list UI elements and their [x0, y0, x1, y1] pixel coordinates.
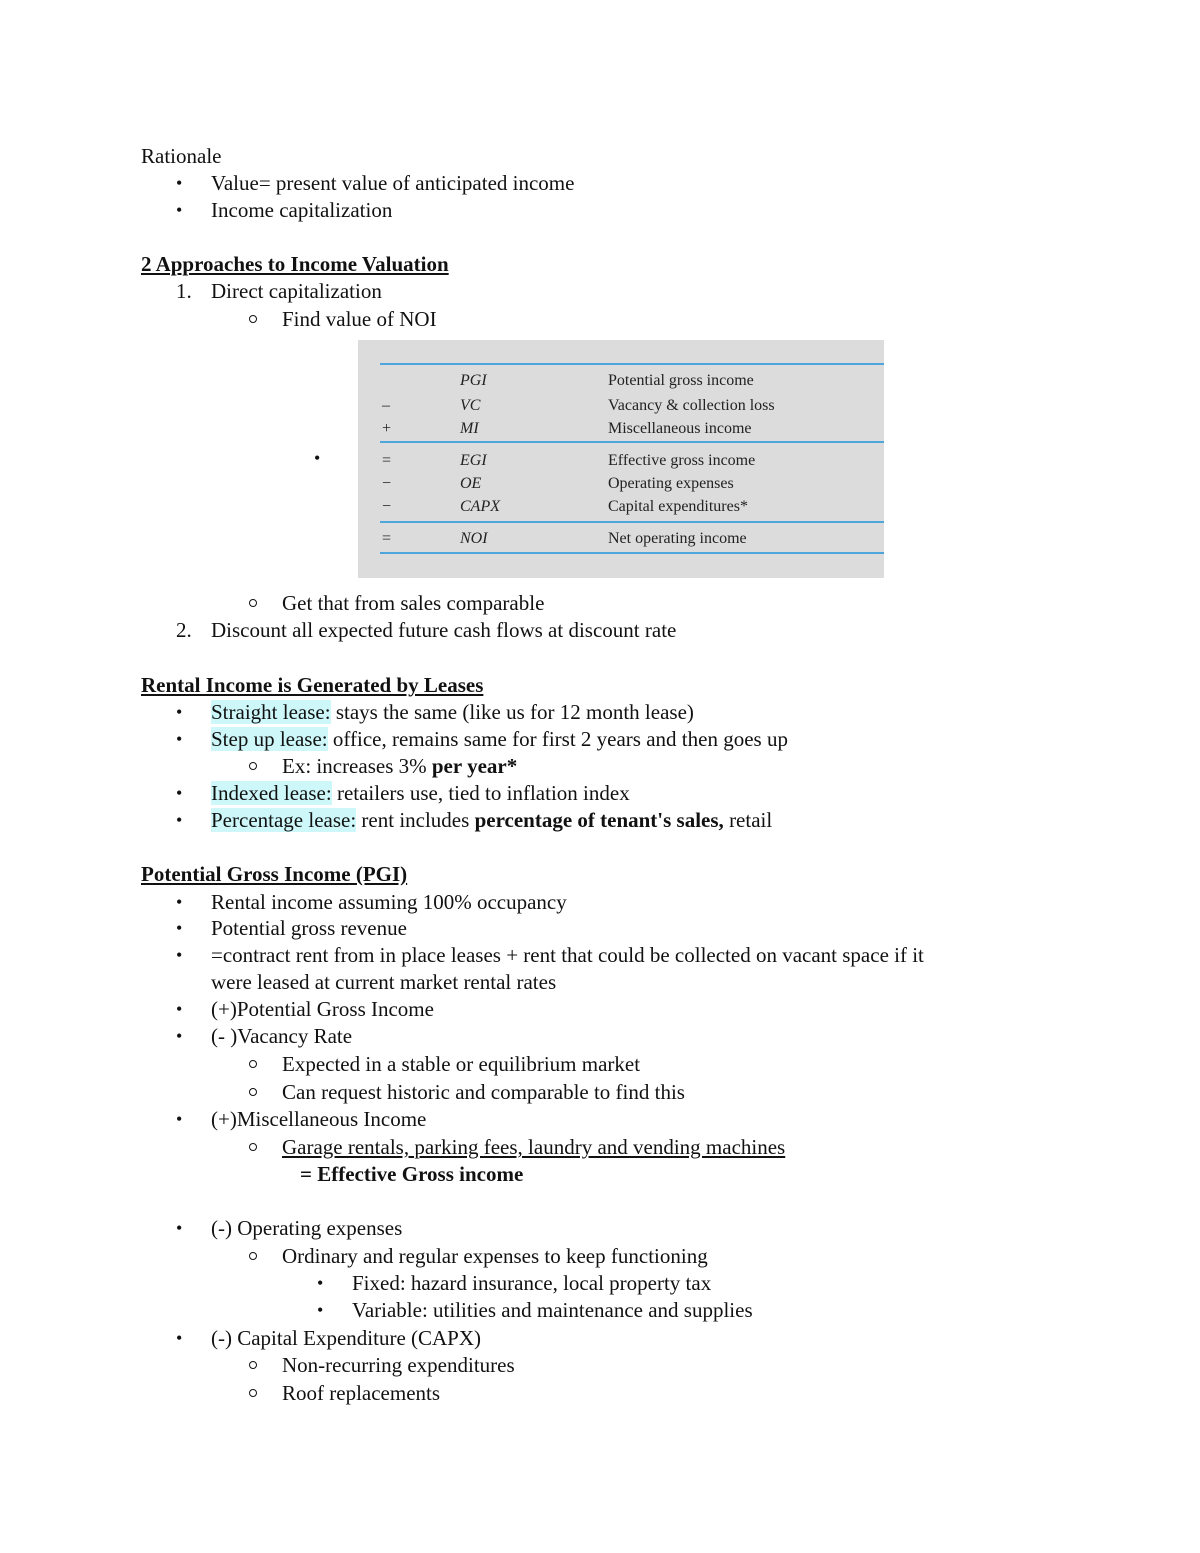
- list-item: Direct capitalization: [211, 279, 382, 303]
- list-item: Non-recurring expenditures: [282, 1353, 515, 1377]
- table-rule: [380, 363, 884, 365]
- list-item: Income capitalization: [211, 198, 393, 222]
- table-abbreviation: PGI: [460, 372, 487, 389]
- table-description: Miscellaneous income: [608, 420, 752, 437]
- table-description: Potential gross income: [608, 372, 754, 389]
- list-item-text: stays the same (like us for 12 month lease): [330, 700, 694, 724]
- bullet-icon: •: [317, 1273, 324, 1293]
- bullet-icon: •: [176, 892, 183, 912]
- list-item: Expected in a stable or equilibrium market: [282, 1052, 641, 1076]
- table-rule: [380, 441, 884, 443]
- table-rule: [380, 552, 884, 554]
- list-item: Rental income assuming 100% occupancy: [211, 890, 567, 914]
- bullet-icon: •: [176, 810, 183, 830]
- table-operator: =: [382, 452, 392, 469]
- circle-bullet-icon: [249, 762, 257, 770]
- highlighted-term: Indexed lease:: [211, 781, 332, 805]
- table-operator: =: [382, 530, 392, 547]
- table-abbreviation: VC: [460, 397, 481, 414]
- list-item: (+)Miscellaneous Income: [211, 1107, 427, 1131]
- table-description: Net operating income: [608, 530, 747, 547]
- bullet-icon: •: [176, 200, 183, 220]
- circle-bullet-icon: [249, 1088, 257, 1096]
- bullet-icon: •: [176, 702, 183, 722]
- list-item: (-) Capital Expenditure (CAPX): [211, 1326, 482, 1350]
- list-item: =contract rent from in place leases + rent that could be collected on vacant space if it: [211, 943, 924, 967]
- list-item-text: Ex: increases 3%: [282, 754, 432, 778]
- bold-text: percentage of tenant's sales,: [474, 808, 724, 832]
- list-item: (- )Vacancy Rate: [211, 1024, 353, 1048]
- bullet-icon: •: [176, 1109, 183, 1129]
- bold-text: per year*: [431, 754, 518, 778]
- table-description: Effective gross income: [608, 452, 756, 469]
- list-item-continuation: were leased at current market rental rates: [211, 970, 557, 994]
- bullet-icon: •: [314, 448, 321, 468]
- list-item: Roof replacements: [282, 1381, 441, 1405]
- list-item: Can request historic and comparable to find this: [282, 1080, 685, 1104]
- highlighted-term: Step up lease:: [211, 727, 328, 751]
- list-item: Get that from sales comparable: [282, 591, 545, 615]
- list-item-text: office, remains same for first 2 years and then goes up: [327, 727, 788, 751]
- noi-table-figure: [358, 340, 884, 578]
- list-item-text: retail: [723, 808, 773, 832]
- list-item-text: rent includes: [356, 808, 475, 832]
- list-item: (-) Operating expenses: [211, 1216, 403, 1240]
- table-description: Capital expenditures*: [608, 498, 748, 515]
- bullet-icon: •: [176, 173, 183, 193]
- circle-bullet-icon: [249, 1389, 257, 1397]
- list-item: [211, 699, 694, 725]
- list-item: Ordinary and regular expenses to keep functioning: [282, 1244, 708, 1268]
- section-title-rationale: Rationale: [141, 144, 222, 168]
- list-item-text: retailers use, tied to inflation index: [331, 781, 630, 805]
- list-number: 1.: [176, 279, 192, 303]
- table-operator: −: [382, 475, 392, 492]
- list-item: [211, 726, 788, 752]
- bullet-icon: •: [176, 1026, 183, 1046]
- table-description: Operating expenses: [608, 475, 734, 492]
- bullet-icon: •: [176, 918, 183, 938]
- highlighted-term: Percentage lease:: [211, 808, 357, 832]
- list-item: [211, 780, 630, 806]
- table-abbreviation: MI: [460, 420, 479, 437]
- circle-bullet-icon: [249, 1252, 257, 1260]
- list-item: Potential gross revenue: [211, 916, 407, 940]
- section-title-rental-income: Rental Income is Generated by Leases: [141, 673, 484, 697]
- table-abbreviation: NOI: [460, 530, 488, 547]
- list-item: Find value of NOI: [282, 307, 437, 331]
- list-item: Variable: utilities and maintenance and supplies: [352, 1298, 753, 1322]
- circle-bullet-icon: [249, 1361, 257, 1369]
- bullet-icon: •: [176, 1218, 183, 1238]
- list-item: Fixed: hazard insurance, local property tax: [352, 1271, 712, 1295]
- bullet-icon: •: [176, 729, 183, 749]
- bullet-icon: •: [176, 999, 183, 1019]
- list-item: Garage rentals, parking fees, laundry and vending machines: [282, 1135, 786, 1159]
- circle-bullet-icon: [249, 1060, 257, 1068]
- section-title-approaches: 2 Approaches to Income Valuation: [141, 252, 449, 276]
- section-title-pgi: Potential Gross Income (PGI): [141, 862, 408, 886]
- list-number: 2.: [176, 618, 192, 642]
- bullet-icon: •: [176, 945, 183, 965]
- bullet-icon: •: [176, 1328, 183, 1348]
- circle-bullet-icon: [249, 1143, 257, 1151]
- list-item: [282, 753, 517, 779]
- table-description: Vacancy & collection loss: [608, 397, 775, 414]
- list-item: Value= present value of anticipated income: [211, 171, 575, 195]
- list-item: Discount all expected future cash flows at discount rate: [211, 618, 677, 642]
- bullet-icon: •: [317, 1300, 324, 1320]
- table-rule: [380, 521, 884, 523]
- table-abbreviation: EGI: [460, 452, 487, 469]
- table-abbreviation: CAPX: [460, 498, 500, 515]
- effective-gross-income-line: = Effective Gross income: [300, 1162, 524, 1186]
- list-item: [211, 807, 772, 833]
- table-operator: –: [382, 397, 390, 414]
- circle-bullet-icon: [249, 315, 257, 323]
- list-item: (+)Potential Gross Income: [211, 997, 434, 1021]
- highlighted-term: Straight lease:: [211, 700, 331, 724]
- table-operator: +: [382, 420, 392, 437]
- bullet-icon: •: [176, 783, 183, 803]
- table-operator: −: [382, 498, 392, 515]
- table-abbreviation: OE: [460, 475, 482, 492]
- circle-bullet-icon: [249, 599, 257, 607]
